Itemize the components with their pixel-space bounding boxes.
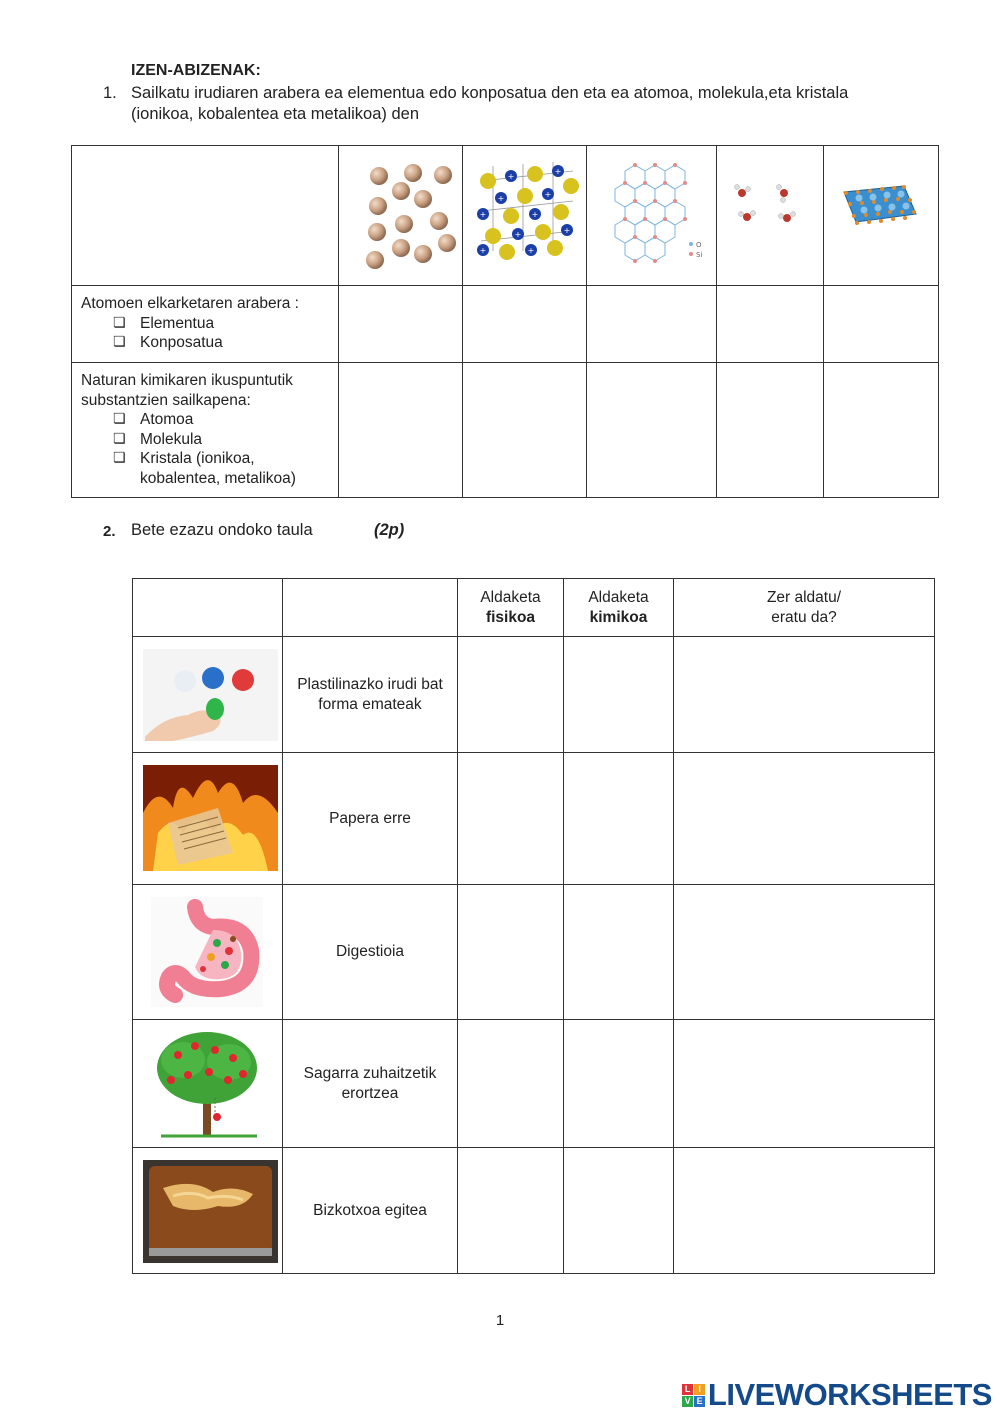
water-molecules-image bbox=[717, 146, 824, 286]
element-compound-row bbox=[72, 286, 939, 363]
answer-cell[interactable] bbox=[458, 1020, 564, 1148]
what-changed-header bbox=[674, 579, 935, 637]
svg-text:+: + bbox=[544, 190, 552, 199]
chemical-header-line1: Aldaketa bbox=[588, 589, 649, 606]
answer-cell[interactable] bbox=[564, 885, 674, 1020]
physical-header-line1: Aldaketa bbox=[480, 589, 541, 606]
option-elementua[interactable]: ❏ Elementua bbox=[113, 314, 338, 334]
changes-header-row bbox=[133, 579, 935, 637]
answer-cell[interactable] bbox=[674, 1148, 935, 1274]
answer-cell[interactable] bbox=[458, 637, 564, 753]
row-label: Digestioia bbox=[283, 885, 458, 1020]
table-row bbox=[133, 637, 935, 753]
what-header-line1: Zer aldatu/ bbox=[766, 589, 842, 606]
image-row bbox=[72, 146, 939, 286]
answer-cell[interactable] bbox=[564, 753, 674, 885]
element-compound-label-cell bbox=[72, 286, 339, 363]
question-1-text: Sailkatu irudiaren arabera ea elementua edo konposatua den eta ea atomoa, molekula,eta kristala (ionikoa, kobalentea eta metalikoa) den bbox=[131, 84, 849, 123]
page-number: 1 bbox=[495, 1312, 505, 1329]
answer-cell[interactable] bbox=[717, 363, 824, 498]
option-konposatua[interactable]: ❏ Konposatua bbox=[113, 333, 338, 353]
question-2-number: 2. bbox=[103, 523, 116, 540]
liveworksheets-watermark bbox=[682, 1377, 992, 1413]
table-row bbox=[133, 1148, 935, 1274]
empty-header-cell bbox=[133, 579, 283, 637]
answer-cell[interactable] bbox=[824, 363, 939, 498]
answer-cell[interactable] bbox=[458, 753, 564, 885]
question-2-points: (2p) bbox=[374, 521, 405, 539]
option-atomoa[interactable]: ❏ Atomoa bbox=[113, 410, 338, 430]
liveworksheets-logo-icon: L I V E bbox=[682, 1384, 705, 1407]
silica-legend-si: Si bbox=[696, 251, 703, 259]
svg-text:+: + bbox=[531, 210, 539, 219]
apple-tree-image bbox=[133, 1020, 283, 1148]
what-header-line2: eratu da? bbox=[771, 608, 837, 626]
answer-cell[interactable] bbox=[674, 753, 935, 885]
ionic-lattice-image bbox=[463, 146, 587, 286]
answer-cell[interactable] bbox=[674, 1020, 935, 1148]
silica-legend-o: O bbox=[696, 241, 702, 249]
empty-header-cell bbox=[72, 146, 339, 286]
option-kristala[interactable]: ❏ Kristala (ionikoa, kobalentea, metalikoa) bbox=[113, 449, 338, 488]
empty-header-cell bbox=[283, 579, 458, 637]
watermark-text: LIVEWORKSHEETS bbox=[707, 1377, 992, 1412]
substance-type-label: Naturan kimikaren ikuspuntutik substantzien sailkapena: bbox=[81, 372, 293, 409]
row-label: Bizkotxoa egitea bbox=[283, 1148, 458, 1274]
answer-cell[interactable] bbox=[458, 885, 564, 1020]
answer-cell[interactable] bbox=[564, 637, 674, 753]
substance-type-label-cell bbox=[72, 363, 339, 498]
metal-crystal-image bbox=[824, 146, 939, 286]
answer-cell[interactable] bbox=[824, 286, 939, 363]
substance-type-row bbox=[72, 363, 939, 498]
physical-change-header bbox=[458, 579, 564, 637]
svg-text:+: + bbox=[554, 167, 562, 176]
table-row bbox=[133, 1020, 935, 1148]
svg-text:+: + bbox=[507, 172, 515, 181]
element-compound-label: Atomoen elkarketaren arabera : bbox=[81, 295, 299, 312]
question-1-number: 1. bbox=[103, 84, 117, 102]
student-name-label: IZEN-ABIZENAK: bbox=[131, 62, 261, 79]
sponge-cake-image bbox=[133, 1148, 283, 1274]
svg-text:+: + bbox=[479, 210, 487, 219]
chemical-header-line2: kimikoa bbox=[589, 608, 648, 626]
answer-cell[interactable] bbox=[458, 1148, 564, 1274]
svg-text:+: + bbox=[497, 194, 505, 203]
physical-header-line2: fisikoa bbox=[485, 608, 536, 626]
row-label: Papera erre bbox=[283, 753, 458, 885]
option-molekula[interactable]: ❏ Molekula bbox=[113, 430, 338, 450]
answer-cell[interactable] bbox=[717, 286, 824, 363]
svg-text:+: + bbox=[479, 246, 487, 255]
chemical-change-header bbox=[564, 579, 674, 637]
classification-table bbox=[71, 145, 939, 498]
burning-paper-image bbox=[133, 753, 283, 885]
svg-text:+: + bbox=[563, 226, 571, 235]
silica-network-image bbox=[587, 146, 717, 286]
svg-text:+: + bbox=[514, 230, 522, 239]
answer-cell[interactable] bbox=[587, 363, 717, 498]
plasticine-image bbox=[133, 637, 283, 753]
answer-cell[interactable] bbox=[674, 885, 935, 1020]
answer-cell[interactable] bbox=[674, 637, 935, 753]
answer-cell[interactable] bbox=[463, 363, 587, 498]
svg-text:+: + bbox=[527, 246, 535, 255]
stomach-image bbox=[133, 885, 283, 1020]
answer-cell[interactable] bbox=[564, 1148, 674, 1274]
row-label: Sagarra zuhaitzetik erortzea bbox=[283, 1020, 458, 1148]
spheres-atoms-image bbox=[339, 146, 463, 286]
answer-cell[interactable] bbox=[463, 286, 587, 363]
answer-cell[interactable] bbox=[564, 1020, 674, 1148]
answer-cell[interactable] bbox=[587, 286, 717, 363]
changes-table bbox=[132, 578, 935, 1274]
question-2-text: Bete ezazu ondoko taula bbox=[131, 521, 313, 539]
answer-cell[interactable] bbox=[339, 363, 463, 498]
table-row bbox=[133, 885, 935, 1020]
answer-cell[interactable] bbox=[339, 286, 463, 363]
table-row bbox=[133, 753, 935, 885]
row-label: Plastilinazko irudi bat forma emateak bbox=[283, 637, 458, 753]
